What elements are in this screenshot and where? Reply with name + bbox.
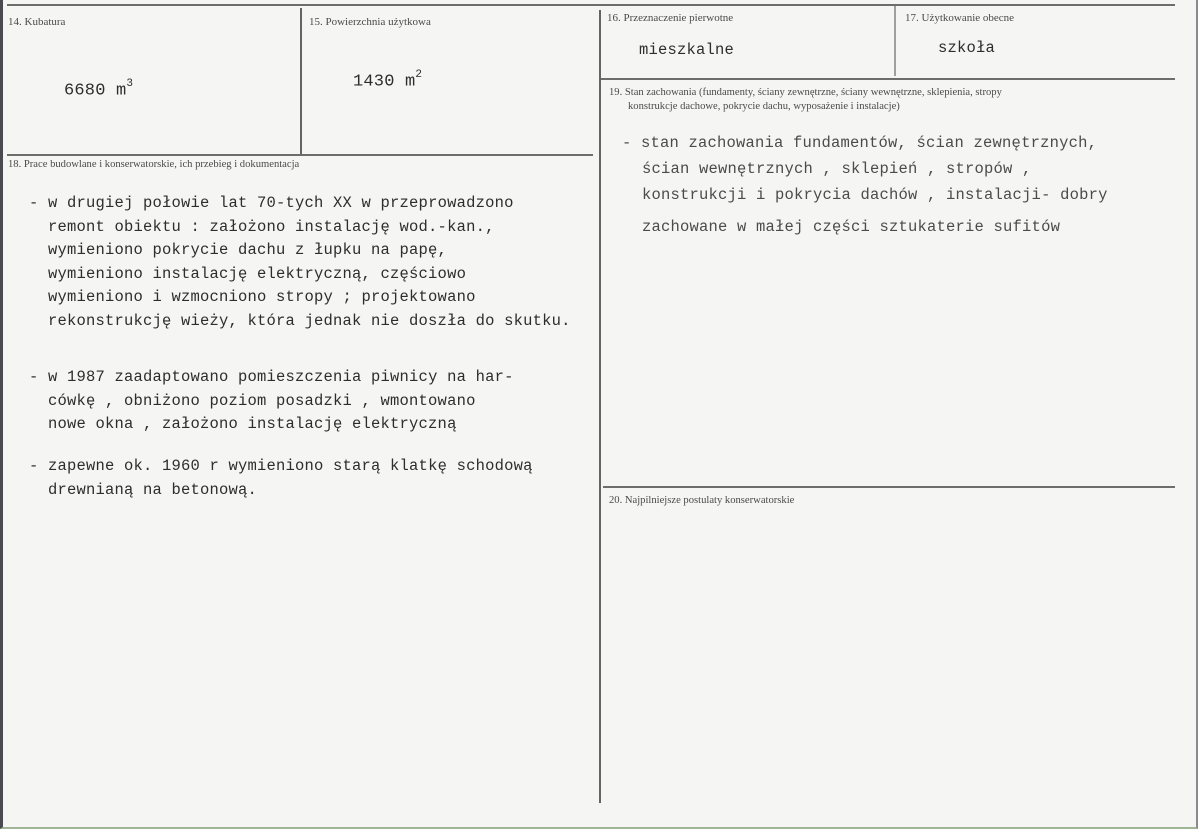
field-17-value: szkoła: [938, 39, 996, 57]
field-16-value: mieszkalne: [639, 41, 735, 59]
field-17-label: 17. Użytkowanie obecne: [905, 12, 1015, 24]
field-14-value: [64, 80, 133, 101]
field-19-line: ścian wewnętrznych , sklepień , stropów ,: [642, 160, 1032, 178]
field-19-label-line1: 19. Stan zachowania (fundamenty, ściany zewnętrzne, ściany wewnętrzne, sklepienia, stropy: [609, 87, 1002, 98]
field-18-line: drewnianą na betonową.: [48, 480, 258, 499]
field-18-line: remont obiektu : założono instalację wod.-kan.,: [48, 217, 495, 236]
field-20-label: 20. Najpilniejsze postulaty konserwatorskie: [609, 495, 795, 506]
field-18-line: - w drugiej połowie lat 70-tych XX w przeprowadzono: [29, 194, 514, 212]
kubatura-unit-exponent: 3: [126, 78, 134, 90]
field-18-entry-3: [29, 455, 533, 502]
field-18-line: wymieniono pokrycie dachu z łupku na papę,: [48, 241, 448, 259]
field-18-line: cówkę , obniżono poziom posadzki , wmontowano: [48, 391, 476, 410]
kubatura-value: 6680 m: [64, 81, 127, 101]
field-18-label: 18. Prace budowlane i konserwatorskie, ich przebieg i dokumentacja: [8, 159, 300, 170]
field-19-extra-line: zachowane w małej części sztukaterie sufitów: [642, 218, 1061, 236]
separator-above-20: [603, 486, 1175, 488]
field-18-line: - zapewne ok. 1960 r wymieniono starą klatkę schodową: [29, 457, 533, 475]
field-18-line: nowe okna , założono instalację elektryczną: [48, 415, 457, 433]
field-18-entry-2: [29, 366, 514, 437]
field-19-line: - stan zachowania fundamentów, ścian zewnętrznych,: [622, 134, 1098, 152]
powierzchnia-value: 1430 m: [353, 72, 416, 92]
separator-under-14-15: [7, 154, 593, 156]
field-18-line: wymieniono instalację elektryczną, częściowo: [48, 264, 467, 283]
field-16-label: 16. Przeznaczenie pierwotne: [607, 12, 734, 24]
field-15-value: [353, 71, 422, 92]
main-column-divider: [599, 10, 601, 803]
field-18-line: rekonstrukcję wieży, która jednak nie doszła do skutku.: [48, 311, 571, 330]
separator-under-16-17: [601, 78, 1175, 80]
field-19-label-line2: konstrukcje dachowe, pokrycie dachu, wyposażenie i instalacje): [628, 101, 900, 112]
divider-16-17: [894, 6, 896, 76]
divider-14-15: [300, 8, 302, 154]
field-15-label: 15. Powierzchnia użytkowa: [309, 16, 431, 28]
field-19-text: [622, 130, 1108, 208]
field-18-entry-1: [29, 192, 571, 333]
field-18-line: wymieniono i wzmocniono stropy ; projektowano: [48, 288, 476, 306]
field-14-label: 14. Kubatura: [8, 16, 66, 28]
field-18-line: - w 1987 zaadaptowano pomieszczenia piwnicy na har-: [29, 368, 514, 386]
top-border-line: [7, 4, 1175, 6]
field-19-line: konstrukcji i pokrycia dachów , instalacji- dobry: [642, 186, 1108, 204]
powierzchnia-unit-exponent: 2: [415, 69, 423, 81]
